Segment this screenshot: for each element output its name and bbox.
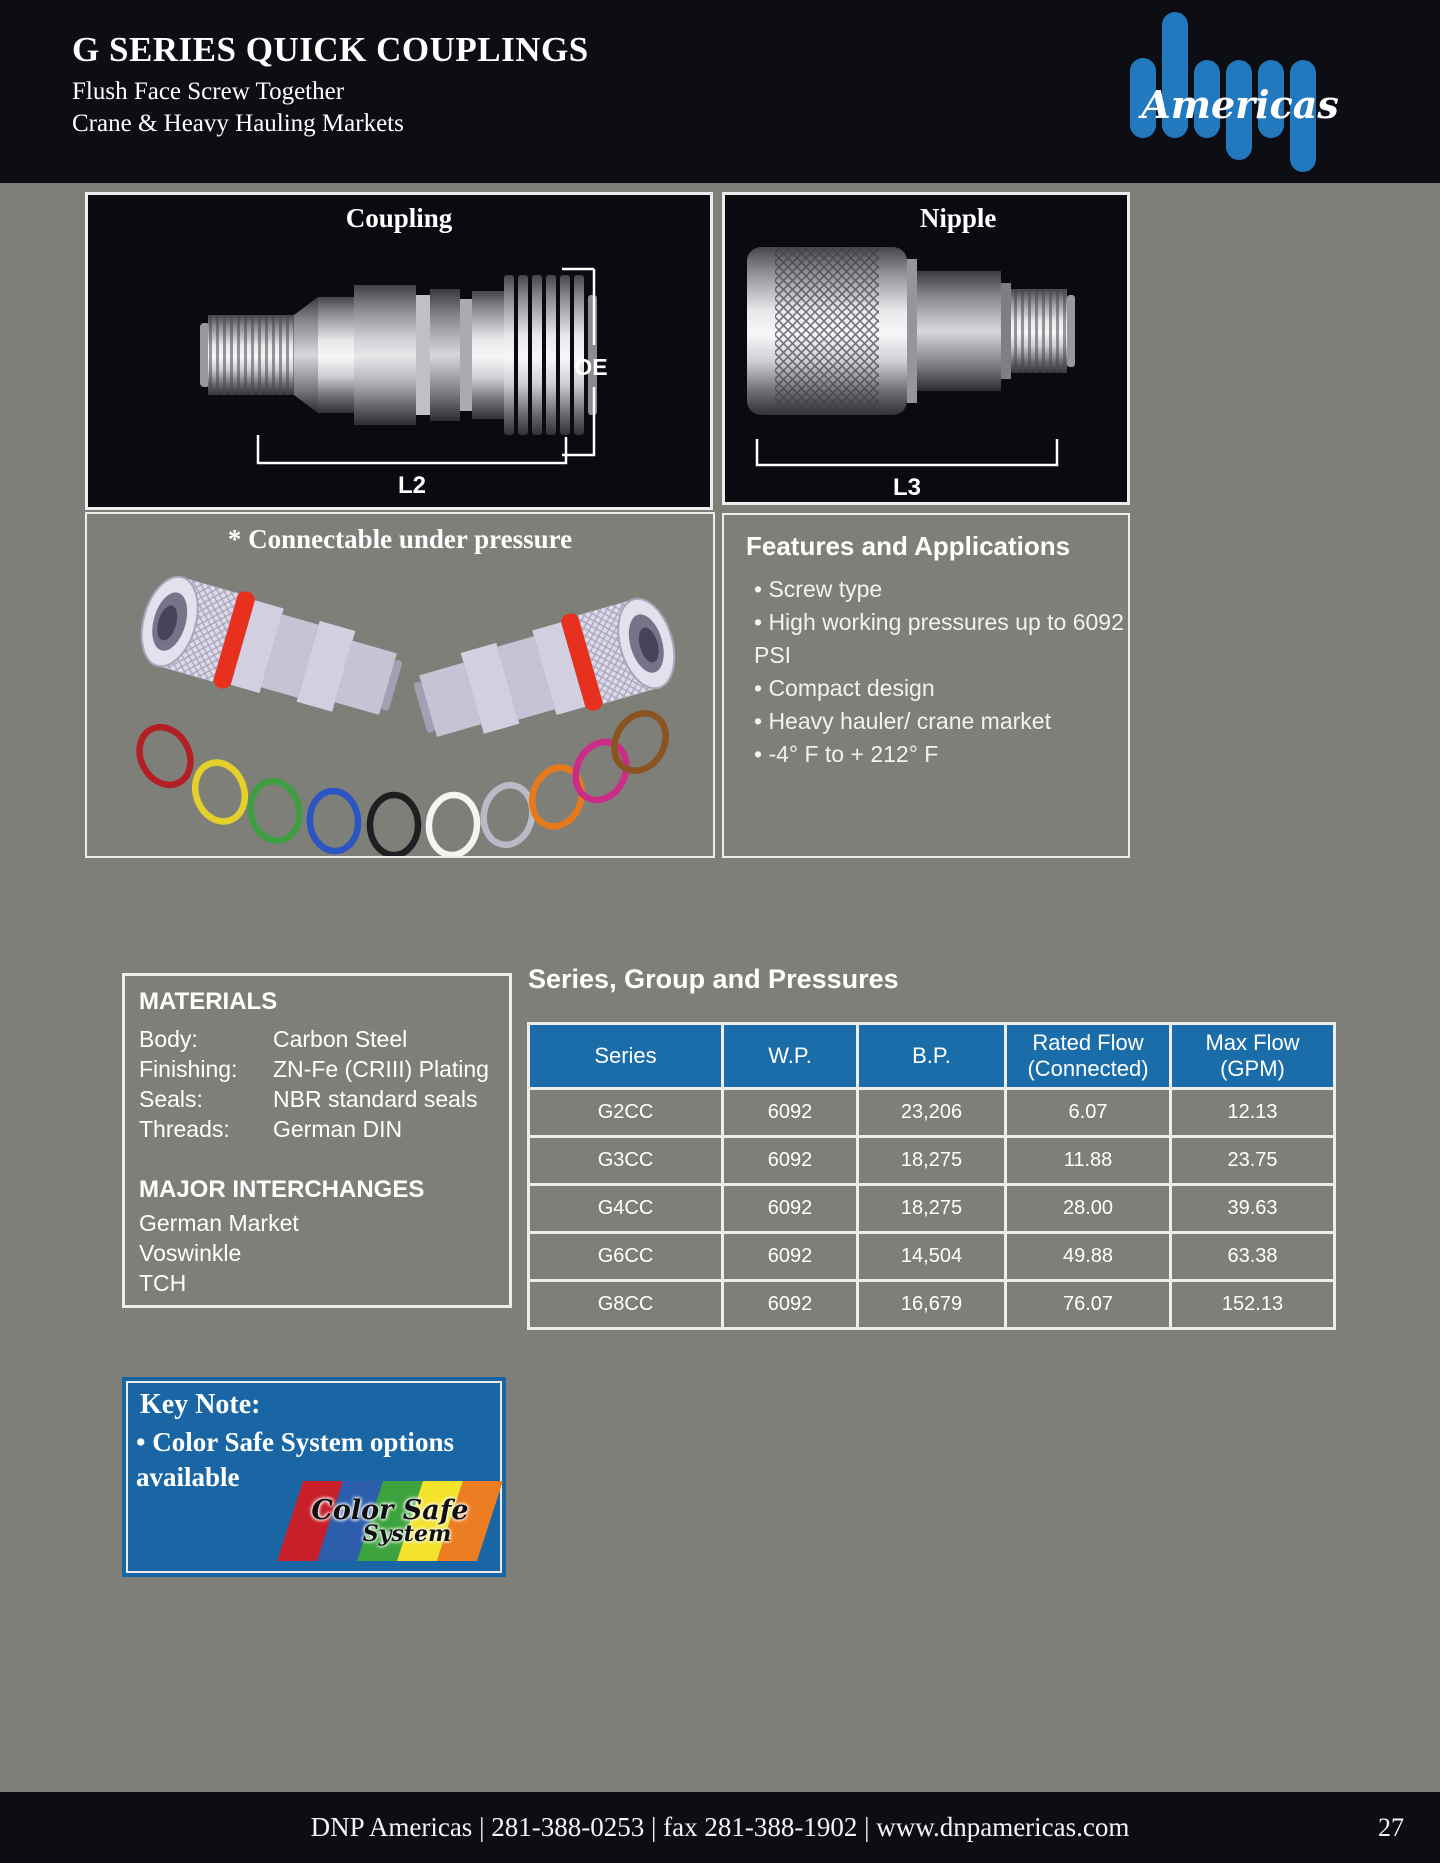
- features-panel: [722, 513, 1130, 858]
- cell: 11.88: [1006, 1137, 1171, 1185]
- interchange-item: Voswinkle: [139, 1240, 242, 1266]
- cell: G8CC: [529, 1281, 723, 1329]
- materials-row: [139, 1054, 495, 1084]
- pressure-table: [527, 1022, 1336, 1330]
- cell: 28.00: [1006, 1185, 1171, 1233]
- nipple-panel: [722, 192, 1130, 505]
- materials-value: Carbon Steel: [273, 1026, 408, 1052]
- feature-item: • High working pressures up to 6092 PSI: [754, 609, 1124, 668]
- keynote-title: Key Note:: [140, 1389, 261, 1420]
- cell: 18,275: [858, 1185, 1006, 1233]
- pressure-coupling-right: [407, 588, 685, 756]
- colorsafe-logo-text: Color Safe System: [311, 1495, 469, 1547]
- subtitle-line1: Flush Face Screw Together: [72, 78, 345, 105]
- cell: 18,275: [858, 1137, 1006, 1185]
- header: [0, 0, 1440, 183]
- materials-value: NBR standard seals: [273, 1086, 478, 1112]
- cell: 12.13: [1171, 1089, 1335, 1137]
- coupling-title: Coupling: [345, 203, 453, 233]
- cell: 76.07: [1006, 1281, 1171, 1329]
- page-title: G SERIES QUICK COUPLINGS: [72, 30, 589, 69]
- col-header-wp: W.P.: [723, 1024, 858, 1089]
- logo-americas-text: Americas: [1141, 82, 1339, 127]
- keynote-bullet: • Color Safe System options available: [136, 1427, 454, 1493]
- connectable-illustration: [87, 552, 713, 856]
- cell: G4CC: [529, 1185, 723, 1233]
- cell: G3CC: [529, 1137, 723, 1185]
- col-header-series: Series: [529, 1024, 723, 1089]
- table-row: [529, 1137, 1335, 1185]
- interchange-item: German Market: [139, 1210, 299, 1236]
- cell: 152.13: [1171, 1281, 1335, 1329]
- feature-item: • -4° F to + 212° F: [754, 741, 939, 767]
- materials-row: [139, 1084, 495, 1114]
- page-number: 27: [1378, 1813, 1404, 1842]
- cell: 6092: [723, 1233, 858, 1281]
- cell: 6092: [723, 1281, 858, 1329]
- materials-title: MATERIALS: [139, 988, 278, 1015]
- table-row: [529, 1281, 1335, 1329]
- color-rings: [130, 704, 676, 856]
- materials-value: ZN-Fe (CRIII) Plating: [273, 1056, 489, 1082]
- cell: 6.07: [1006, 1089, 1171, 1137]
- cell: 6092: [723, 1137, 858, 1185]
- table-row: [529, 1089, 1335, 1137]
- materials-label: Finishing:: [139, 1056, 238, 1082]
- interchange-item: TCH: [139, 1270, 187, 1296]
- keynote-inner: [126, 1381, 502, 1573]
- cell: 14,504: [858, 1233, 1006, 1281]
- l2-dimension-label: L2: [397, 472, 427, 499]
- oe-dimension-label: OE: [574, 354, 608, 380]
- cell: 16,679: [858, 1281, 1006, 1329]
- cell: 23,206: [858, 1089, 1006, 1137]
- subtitle-line2: Crane & Heavy Hauling Markets: [72, 110, 404, 137]
- footer: [0, 1792, 1440, 1863]
- connectable-caption: * Connectable under pressure: [227, 524, 573, 554]
- table-row: [529, 1185, 1335, 1233]
- col-header-rated-flow: Rated Flow (Connected): [1006, 1024, 1171, 1089]
- keynote-box: [122, 1377, 506, 1577]
- nipple-title: Nipple: [919, 203, 997, 233]
- coupling-panel: [85, 192, 713, 510]
- materials-box: [122, 973, 512, 1308]
- l2-dimension-bracket: [258, 435, 566, 463]
- materials-label: Threads:: [139, 1116, 230, 1142]
- features-list: [754, 573, 1128, 771]
- feature-item: • Heavy hauler/ crane market: [754, 708, 1051, 734]
- materials-label: Body:: [139, 1026, 198, 1052]
- table-header-row: [529, 1024, 1335, 1089]
- l3-dimension-label: L3: [892, 474, 922, 501]
- connectable-panel: [85, 512, 715, 858]
- footer-contact-text: DNP Americas | 281-388-0253 | fax 281-388-1902 | www.dnpamericas.com: [310, 1812, 1130, 1842]
- materials-row: [139, 1114, 495, 1144]
- feature-item: • Compact design: [754, 675, 935, 701]
- dnp-logo: [1128, 6, 1348, 178]
- coupling-photo: [88, 195, 710, 507]
- feature-item: • Screw type: [754, 576, 883, 602]
- pressure-table-title: Series, Group and Pressures: [528, 964, 899, 994]
- l3-dimension-bracket: [757, 439, 1057, 465]
- materials-label: Seals:: [139, 1086, 203, 1112]
- col-header-bp: B.P.: [858, 1024, 1006, 1089]
- col-header-max-flow: Max Flow (GPM): [1171, 1024, 1335, 1089]
- cell: 6092: [723, 1185, 858, 1233]
- cell: G2CC: [529, 1089, 723, 1137]
- cell: 63.38: [1171, 1233, 1335, 1281]
- cell: 6092: [723, 1089, 858, 1137]
- nipple-photo: [725, 195, 1127, 502]
- cell: 23.75: [1171, 1137, 1335, 1185]
- pressure-coupling-left: [131, 566, 409, 734]
- table-row: [529, 1233, 1335, 1281]
- features-title: Features and Applications: [746, 531, 1071, 561]
- interchanges-title: MAJOR INTERCHANGES: [139, 1176, 425, 1203]
- materials-value: German DIN: [273, 1116, 403, 1142]
- cell: G6CC: [529, 1233, 723, 1281]
- colorsafe-logo: [290, 1481, 490, 1561]
- cell: 39.63: [1171, 1185, 1335, 1233]
- materials-row: [139, 1024, 495, 1054]
- cell: 49.88: [1006, 1233, 1171, 1281]
